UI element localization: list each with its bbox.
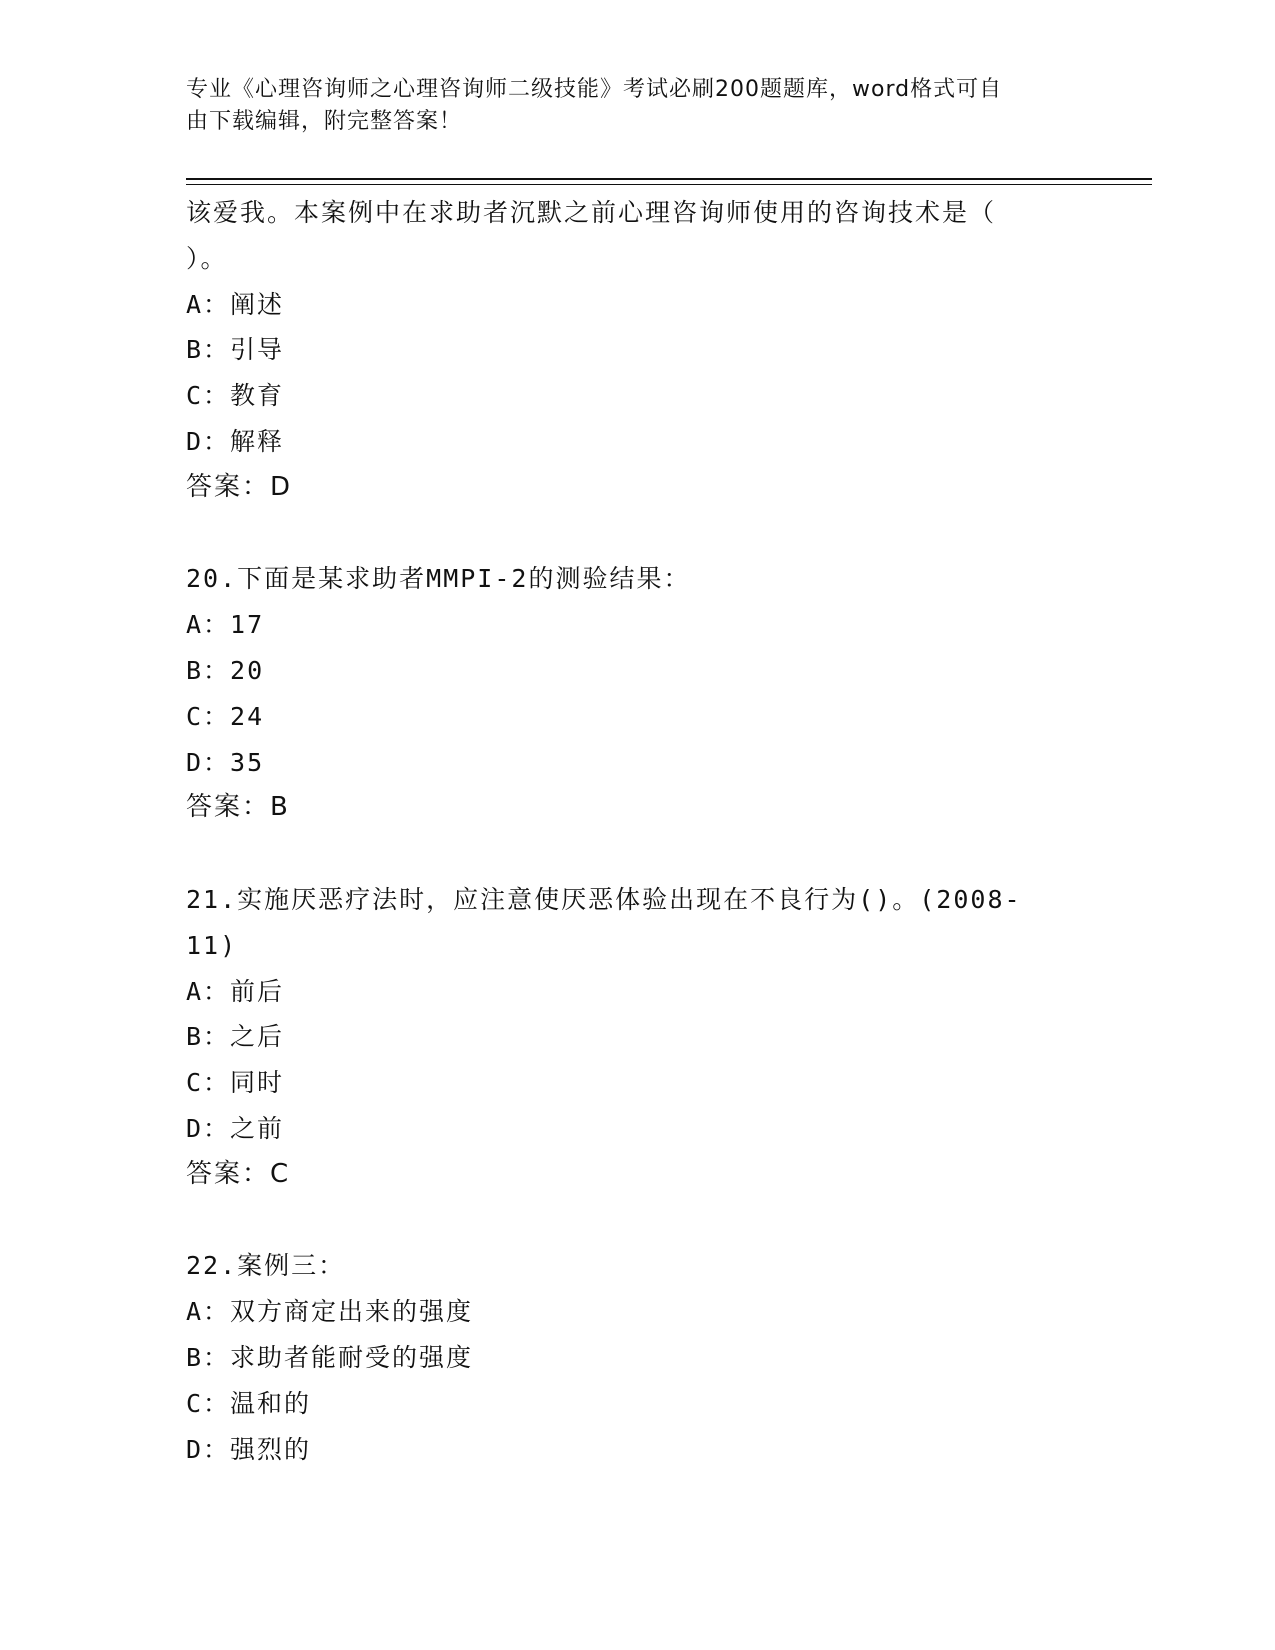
spacer — [186, 511, 1066, 557]
spacer — [186, 831, 1066, 877]
question-stem: 20.下面是某求助者MMPI-2的测验结果： — [186, 564, 691, 594]
option-a: A：阐述 — [186, 289, 285, 319]
option-a: A：17 — [186, 610, 265, 640]
header-divider-thick — [186, 178, 1152, 180]
answer: 答案：D — [186, 471, 293, 502]
question-stem: 11) — [186, 930, 238, 960]
question-stem: 22.案例三： — [186, 1251, 346, 1281]
question-stem: 该爱我。本案例中在求助者沉默之前心理咨询师使用的咨询技术是（ — [186, 198, 997, 227]
option-c: C：同时 — [186, 1068, 285, 1098]
option-b: B：求助者能耐受的强度 — [186, 1342, 474, 1372]
answer: 答案：B — [186, 792, 290, 823]
question-22 — [186, 1243, 1066, 1472]
answer: 答案：C — [186, 1158, 291, 1189]
option-a: A：双方商定出来的强度 — [186, 1297, 474, 1327]
option-d: D：之前 — [186, 1113, 285, 1143]
question-19 — [186, 190, 1066, 511]
document-header — [186, 74, 1066, 138]
option-d: D：强烈的 — [186, 1434, 312, 1464]
question-list — [186, 190, 1066, 1472]
option-b: B：20 — [186, 655, 265, 685]
option-c: C：教育 — [186, 381, 285, 411]
question-stem: 21.实施厌恶疗法时，应注意使厌恶体验出现在不良行为()。(2008- — [186, 884, 1022, 914]
question-21 — [186, 877, 1066, 1198]
option-d: D：35 — [186, 747, 265, 777]
option-a: A：前后 — [186, 976, 285, 1006]
spacer — [186, 1198, 1066, 1244]
question-20 — [186, 556, 1066, 831]
option-b: B：之后 — [186, 1022, 285, 1052]
header-divider-thin — [186, 184, 1152, 185]
header-line-2: 由下载编辑，附完整答案！ — [186, 109, 463, 134]
header-line-1: 专业《心理咨询师之心理咨询师二级技能》考试必刷200题题库，word格式可自 — [186, 77, 1003, 102]
option-c: C：24 — [186, 701, 265, 731]
question-stem: ）。 — [186, 243, 228, 273]
option-d: D：解释 — [186, 426, 285, 456]
option-b: B：引导 — [186, 335, 285, 365]
option-c: C：温和的 — [186, 1388, 312, 1418]
